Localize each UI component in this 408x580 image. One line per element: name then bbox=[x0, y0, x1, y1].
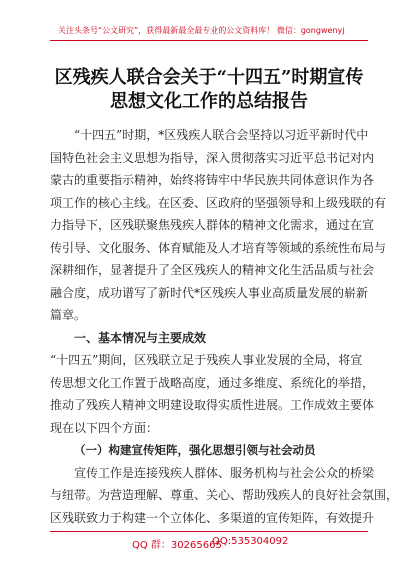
footer-divider bbox=[50, 531, 368, 532]
subsection-line: 宣传工作是连接残疾人群体、服务机构与社会公众的桥梁 bbox=[74, 465, 375, 480]
section-line: 现在以下四个方面： bbox=[50, 420, 159, 435]
header-notice: 关注头条号“公文研究”，获得最新最全最专业的公文资料库！ 微信：gongwenyj bbox=[58, 26, 345, 35]
section-heading: 一、基本情况与主要成效 bbox=[74, 330, 207, 345]
intro-line: 融合度，成功谱写了新时代*区残疾人事业高质量发展的崭新 bbox=[50, 285, 369, 300]
section-line: 推动了残疾人精神文明建设取得实质性进展。工作成效主要体 bbox=[50, 398, 375, 412]
document-title bbox=[50, 66, 368, 114]
subsection-line: 区残联致力于构建一个立体化、多渠道的宣传矩阵，有效提升 bbox=[50, 510, 375, 525]
intro-line: 篇章。 bbox=[50, 308, 87, 322]
subsection-line: 与纽带。为营造理解、尊重、关心、帮助残疾人的良好社会氛围， bbox=[50, 488, 399, 502]
section-line: “十四五”期间，区残联立足于残疾人事业发展的全局，将宣 bbox=[50, 353, 363, 367]
intro-line: “十四五”时期，*区残疾人联合会坚持以习近平新时代中 bbox=[74, 128, 369, 142]
header-divider bbox=[50, 40, 368, 41]
subsection-heading: （一）构建宣传矩阵，强化思想引领与社会动员 bbox=[74, 443, 316, 457]
intro-line: 力指导下，区残联聚焦残疾人群体的精神文化需求，通过在宣 bbox=[50, 218, 375, 232]
subsection-paragraph bbox=[50, 462, 399, 530]
intro-paragraph bbox=[50, 124, 387, 327]
footer-qq-group: QQ 群：30265665 bbox=[132, 540, 222, 551]
section-paragraph bbox=[50, 349, 375, 439]
title-line-2: 思想文化工作的总结报告 bbox=[110, 91, 308, 112]
document-body bbox=[50, 124, 399, 529]
section-line: 传思想文化工作置于战略高度，通过多维度、系统化的举措， bbox=[50, 375, 375, 390]
page-header bbox=[0, 0, 408, 46]
intro-line: 国特色社会主义思想为指导，深入贯彻落实习近平总书记对内 bbox=[50, 150, 375, 165]
intro-line: 深耕细作，显著提升了全区残疾人的精神文化生活品质与社会 bbox=[50, 263, 375, 277]
intro-line: 项工作的核心主线。在区委、区政府的坚强领导和上级残联的有 bbox=[50, 195, 387, 210]
intro-line: 传引导、文化服务、体育赋能及人才培育等领域的系统性布局与 bbox=[50, 240, 387, 255]
footer-qq: QQ:535304092 bbox=[212, 536, 289, 547]
title-line-1: 区残疾人联合会关于“十四五”时期宣传 bbox=[54, 67, 364, 88]
intro-line: 蒙古的重要指示精神，始终将铸牢中华民族共同体意识作为各 bbox=[50, 173, 375, 187]
